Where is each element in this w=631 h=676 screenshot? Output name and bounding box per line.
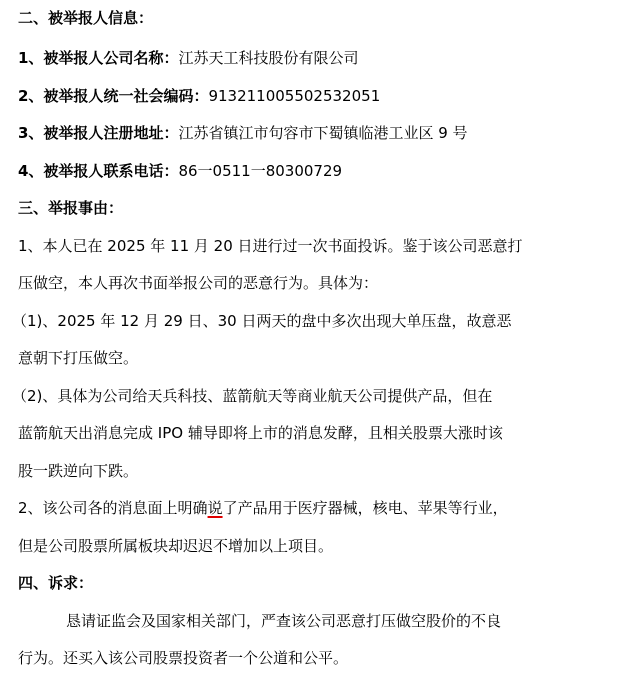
company-name-row — [18, 48, 358, 68]
reason-1-line-1: 1、本人已在 2025 年 11 月 20 日进行过一次书面投诉。鉴于该公司恶意打 — [18, 237, 523, 255]
reason-2-text-a: 2、该公司各的消息面上明确 — [18, 499, 208, 517]
company-name-label: 1、被举报人公司名称： — [18, 49, 179, 67]
reason-1a-line-1: （1)、2025 年 12 月 29 日、30 日两天的盘中多次出现大单压盘，故意恶 — [12, 312, 512, 330]
section-heading-demands: 四、诉求： — [18, 574, 94, 592]
credit-code-value: 913211005502532051 — [208, 87, 381, 105]
phone-value: 86一0511一80300729 — [178, 162, 343, 180]
reason-2-line-1 — [18, 498, 508, 518]
demand-line-2: 行为。还买入该公司股票投资者一个公道和公平。 — [18, 649, 349, 667]
address-label: 3、被举报人注册地址： — [18, 124, 179, 142]
section-heading-informant: 二、被举报人信息： — [18, 9, 154, 27]
demand-line-1: 恳请证监会及国家相关部门，严查该公司恶意打压做空股价的不良 — [66, 612, 502, 630]
address-value: 江苏省镇江市句容市下蜀镇临港工业区 9 号 — [178, 124, 468, 142]
spellcheck-underlined-word: 说 — [207, 499, 223, 517]
address-row — [18, 123, 468, 143]
credit-code-row — [18, 86, 380, 106]
reason-2-text-b: 了产品用于医疗器械，核电、苹果等行业， — [222, 499, 508, 517]
phone-label: 4、被举报人联系电话： — [18, 162, 179, 180]
reason-2-line-2: 但是公司股票所属板块却迟迟不增加以上项目。 — [18, 537, 334, 555]
phone-row — [18, 161, 342, 181]
reason-1a-line-2: 意朝下打压做空。 — [18, 349, 139, 367]
reason-1b-line-1: （2)、具体为公司给天兵科技、蓝箭航天等商业航天公司提供产品，但在 — [12, 387, 493, 405]
company-name-value: 江苏天工科技股份有限公司 — [178, 49, 359, 67]
reason-1b-line-3: 股一跌逆向下跌。 — [18, 462, 139, 480]
reason-1b-line-2: 蓝箭航天出消息完成 IPO 辅导即将上市的消息发酵，且相关股票大涨时该 — [18, 424, 503, 442]
credit-code-label: 2、被举报人统一社会编码： — [18, 87, 209, 105]
reason-1-line-2: 压做空，本人再次书面举报公司的恶意行为。具体为： — [18, 274, 379, 292]
section-heading-reasons: 三、举报事由： — [18, 199, 124, 217]
